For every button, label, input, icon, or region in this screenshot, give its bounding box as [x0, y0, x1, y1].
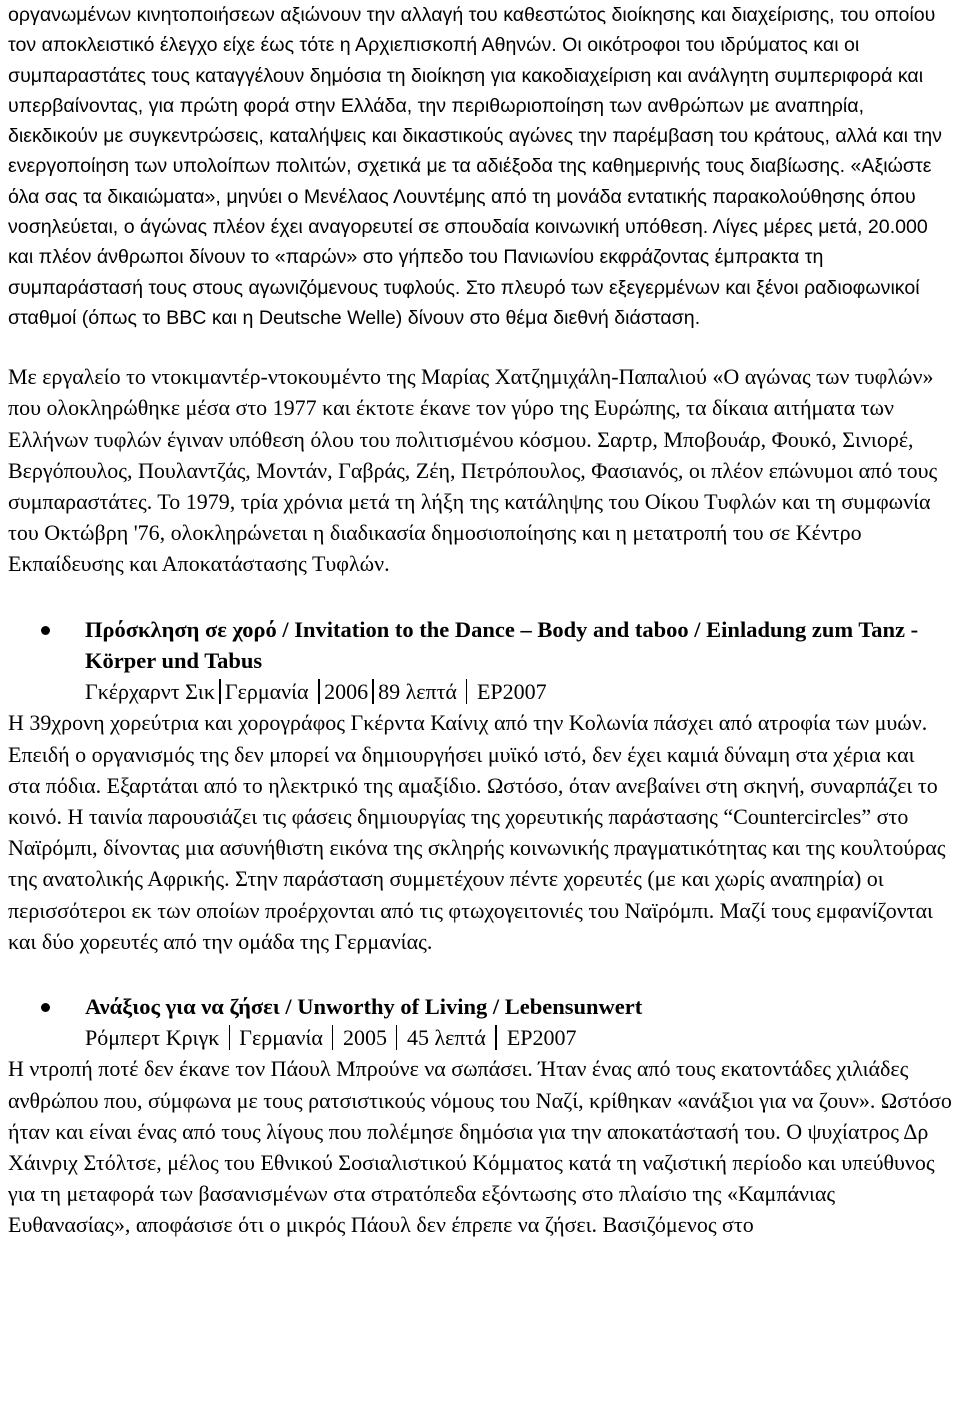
film-code: ΕΡ2007 [476, 679, 547, 705]
paragraph-occupation-struggle: οργανωμένων κινητοποιήσεων αξιώνουν την αλλαγή του καθεστώτος διοίκησης και διαχείρισης, του οποίου τον αποκλειστικό έλεγχο είχε έως τότε η Αρχιεπισκοπή Αθηνών. Οι οικότροφοι του ιδρύματος και οι συμπαραστάτες τους καταγγέλουν δημόσια τη διοίκηση για κακοδιαχείριση και ανάλγητη συμπεριφορά και υπερβαίνοντας, για πρώτη φορά στην Ελλάδα, την περιθωριοποίηση των ανθρώπων με αναπηρία, διεκδικούν με συγκεντρώσεις, καταλήψεις και δικαστικούς αγώνες την παρέμβαση του κράτους, αλλά και την ενεργοποίηση των υπολοίπων πολιτών, σχετικά με τα αδιέξοδα της καθημερινής τους διαβίωσης. «Αξιώστε όλα σας τα δικαιώματα», μηνύει ο Μενέλαος Λουντέμης από τη μονάδα εντατικής παρακολούθησης όπου νοσηλεύεται, ο άγώνας πλέον έχει αναγορευτεί σε σπουδαία κοινωνική υπόθεση. Λίγες μέρες μετά, 20.000 και πλέον άνθρωποι δίνουν το «παρών» στο γήπεδο του Πανιωνίου εκφράζοντας έμπρακτα τη συμπαράστασή τους στους αγωνιζόμενους τυφλούς. Στο πλευρό των εξεγερμένων και ξένοι ραδιοφωνικοί σταθμοί (όπως το BBC και η Deutsche Welle) δίνουν στο θέμα διεθνή διάσταση. [8, 4, 942, 329]
film-country: Γερμανία [239, 1025, 323, 1051]
bullet-icon [41, 626, 50, 635]
film-duration: 89 λεπτά [378, 679, 457, 705]
film-duration: 45 λεπτά [406, 1025, 486, 1051]
separator [495, 1025, 497, 1050]
separator [396, 1025, 397, 1050]
separator [219, 679, 221, 704]
film-title: Πρόσκληση σε χορό / Invitation to the Dance – Body and taboo / Einladung zum Tanz - Körper und Tabus [85, 616, 919, 673]
spacer [8, 580, 952, 614]
film-entry [8, 614, 952, 708]
film-title: Ανάξιος για να ζήσει / Unworthy of Living / Lebensunwert [85, 993, 643, 1019]
film-description: Η ντροπή ποτέ δεν έκανε τον Πάουλ Μπρούνε να σωπάσει. Ήταν ένας από τους εκατοντάδες χιλιάδες ανθρώπου που, σύμφωνα με τους ρατσιστικούς νόμους του Ναζί, κρίθηκαν «ανάξιοι για να ζουν». Ωστόσο ήταν και είναι ένας από τους λίγους που πολέμησε δημόσια για την αποκατάστασή του. Ο ψυχίατρος Δρ Χάινριχ Στόλτσε, μέλος του Εθνικού Σοσιαλιστικού Κόμματος κατά τη ναζιστική περίοδο και υπεύθυνος για τη μεταφορά των βασανισμένων στα στρατόπεδα εξόντωσης στο πλαίσιο της «Καμπάνιας Ευθανασίας», αποφάσισε ότι ο μικρός Πάουλ δεν έπρεπε να ζήσει. Βασιζόμενος στο [8, 1056, 952, 1238]
film-year: 2005 [342, 1025, 387, 1051]
film-year: 2006 [324, 679, 369, 705]
film-director: Ρόμπερτ Κριγκ [85, 1025, 220, 1051]
spacer [8, 957, 952, 991]
separator [466, 679, 467, 704]
document-page [8, 0, 952, 1241]
bullet-icon [41, 1003, 50, 1012]
film-code: ΕΡ2007 [506, 1025, 577, 1051]
separator [229, 1025, 230, 1050]
film-entry [8, 991, 952, 1053]
film-country: Γερμανία [224, 679, 309, 705]
film-meta [85, 676, 952, 707]
separator [332, 1025, 333, 1050]
paragraph-documentary: Με εργαλείο το ντοκιμαντέρ-ντοκουμέντο της Μαρίας Χατζημιχάλη-Παπαλιού «Ο αγώνας των τυφλών» που ολοκληρώθηκε μέσα στο 1977 και έκτοτε έκανε τον γύρο της Ευρώπης, τα δίκαια αιτήματα των Ελλήνων τυφλών έγιναν υπόθεση όλου του πολιτισμένου κόσμου. Σαρτρ, Μποβουάρ, Φουκό, Σινιορέ, Βεργόπουλος, Πουλαντζάς, Μοντάν, Γαβράς, Ζέη, Πετρόπουλος, Φασιανός, οι πλέον επώνυμοι από τους συμπαραστάτες. Το 1979, τρία χρόνια μετά τη λήξη της κατάληψης του Οίκου Τυφλών και τη συμφωνία του Οκτώβρη '76, ολοκληρώνεται η διαδικασία δημοσιοποίησης και η μετατροπή του σε Κέντρο Εκπαίδευσης και Αποκατάστασης Τυφλών. [8, 364, 938, 577]
separator [318, 679, 320, 704]
film-director: Γκέρχαρντ Σικ [85, 679, 215, 705]
separator [372, 679, 374, 704]
film-description: Η 39χρονη χορεύτρια και χορογράφος Γκέρντα Καίνιχ από την Κολωνία πάσχει από ατροφία των μυών. Επειδή ο οργανισμός της δεν μπορεί να δημιουργήσει μυϊκό ιστό, δεν έχει καμιά δύναμη στα χέρια και στα πόδια. Εξαρτάται από το ηλεκτρικό της αμαξίδιο. Ωστόσο, όταν ανεβαίνει στη σκηνή, συναρπάζει το κοινό. Η ταινία παρουσιάζει τις φάσεις δημιουργίας της χορευτικής παράστασης “Countercircles” στο Ναϊρόμπι, δίνοντας μια ασυνήθιστη εικόνα της σκληρής κοινωνικής πραγματικότητας και της κουλτούρας της ανατολικής Αφρικής. Στην παράσταση συμμετέχουν πέντε χορευτές (με και χωρίς αναπηρία) οι περισσότεροι εκ των οποίων προέρχονται από τις φτωχογειτονιές του Ναϊρόμπι. Μαζί τους εμφανίζονται και δύο χορευτές από την ομάδα της Γερμανίας. [8, 710, 946, 954]
film-meta [85, 1022, 952, 1053]
spacer [8, 333, 952, 361]
